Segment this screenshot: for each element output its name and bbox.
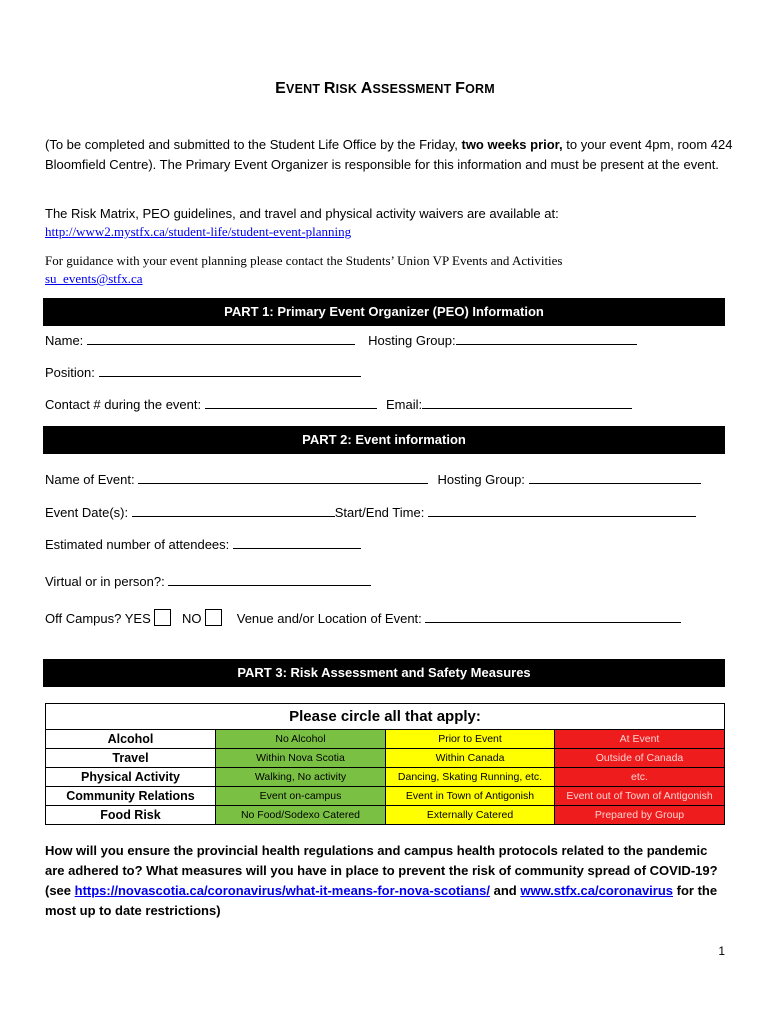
position-label: Position:: [45, 365, 95, 380]
student-event-planning-link[interactable]: http://www2.mystfx.ca/student-life/student-event-planning: [45, 224, 352, 239]
email-field[interactable]: [422, 395, 632, 409]
medium-risk-cell[interactable]: Within Canada: [386, 749, 555, 768]
off-campus-yes-checkbox[interactable]: [154, 609, 171, 626]
intro-instructions: (To be completed and submitted to the Student Life Office by the Friday, two weeks prior, to your event 4pm, room 424 Bloomfield Centre). The Primary Event Organizer is responsible for this information and must be present at the event.: [45, 137, 733, 172]
novascotia-coronavirus-link[interactable]: https://novascotia.ca/coronavirus/what-it-means-for-nova-scotians/: [74, 883, 490, 898]
risk-category: Food Risk: [46, 806, 216, 825]
virtual-row: [45, 572, 371, 591]
medium-risk-cell[interactable]: Event in Town of Antigonish: [386, 787, 555, 806]
guidance-text: For guidance with your event planning please contact the Students’ Union VP Events and Activities: [45, 253, 563, 268]
name-label: Name:: [45, 333, 84, 348]
start-end-time-label: Start/End Time:: [334, 505, 425, 520]
su-events-email-link[interactable]: su_events@stfx.ca: [45, 271, 143, 286]
position-field[interactable]: [99, 363, 361, 377]
off-campus-no-checkbox[interactable]: [205, 609, 222, 626]
risk-category: Physical Activity: [46, 768, 216, 787]
table-row: [46, 730, 725, 749]
venue-label: Venue and/or Location of Event:: [236, 611, 422, 626]
off-campus-row: [45, 609, 681, 628]
table-row: [46, 787, 725, 806]
medium-risk-cell[interactable]: Externally Catered: [386, 806, 555, 825]
risk-category: Alcohol: [46, 730, 216, 749]
event-name-field[interactable]: [138, 470, 428, 484]
hosting-group-field[interactable]: [456, 331, 637, 345]
resources-link-row: [45, 222, 735, 242]
high-risk-cell[interactable]: At Event: [555, 730, 725, 749]
event-hosting-group-label: Hosting Group:: [437, 472, 525, 487]
off-campus-label: Off Campus? YES: [45, 611, 151, 626]
low-risk-cell[interactable]: Walking, No activity: [216, 768, 386, 787]
off-campus-no-label: NO: [182, 611, 202, 626]
event-dates-label: Event Date(s):: [45, 505, 129, 520]
high-risk-cell[interactable]: etc.: [555, 768, 725, 787]
event-dates-field[interactable]: [132, 503, 335, 517]
name-field[interactable]: [87, 331, 355, 345]
hosting-group-label: Hosting Group:: [368, 333, 456, 348]
guidance-email-row: [45, 269, 735, 289]
high-risk-cell[interactable]: Outside of Canada: [555, 749, 725, 768]
low-risk-cell[interactable]: Event on-campus: [216, 787, 386, 806]
contact-label: Contact # during the event:: [45, 397, 202, 412]
covid-measures-question: How will you ensure the provincial health regulations and campus health protocols related to the pandemic are adhered to? What measures will you have in place to prevent the risk of community spread of COVID-19? (see https://novascotia.ca/coronavirus/what-it-means-for-nova-scotians/ and www.stfx.ca/coronavirus for the most up to date restrictions): [45, 843, 718, 918]
page-number: 1: [718, 944, 725, 958]
contact-field[interactable]: [205, 395, 377, 409]
high-risk-cell[interactable]: Event out of Town of Antigonish: [555, 787, 725, 806]
low-risk-cell[interactable]: No Food/Sodexo Catered: [216, 806, 386, 825]
attendees-label: Estimated number of attendees:: [45, 537, 230, 552]
event-hosting-group-field[interactable]: [529, 470, 701, 484]
form-title: EVENT RISK ASSESSMENT FORM: [275, 80, 495, 97]
low-risk-cell[interactable]: No Alcohol: [216, 730, 386, 749]
risk-matrix-title: Please circle all that apply:: [46, 704, 725, 730]
high-risk-cell[interactable]: Prepared by Group: [555, 806, 725, 825]
risk-category: Community Relations: [46, 787, 216, 806]
low-risk-cell[interactable]: Within Nova Scotia: [216, 749, 386, 768]
part3-header: PART 3: Risk Assessment and Safety Measures: [43, 659, 725, 687]
event-name-row: [45, 470, 701, 489]
resources-text: The Risk Matrix, PEO guidelines, and travel and physical activity waivers are available at:: [45, 206, 559, 221]
event-dates-row: [45, 503, 696, 522]
medium-risk-cell[interactable]: Prior to Event: [386, 730, 555, 749]
table-row: [46, 749, 725, 768]
venue-field[interactable]: [425, 609, 681, 623]
peo-position-row: [45, 363, 361, 382]
email-label: Email:: [385, 397, 423, 412]
part1-header: PART 1: Primary Event Organizer (PEO) Information: [43, 298, 725, 326]
risk-category: Travel: [46, 749, 216, 768]
risk-matrix-table: [45, 703, 725, 825]
start-end-time-field[interactable]: [428, 503, 696, 517]
virtual-label: Virtual or in person?:: [45, 574, 165, 589]
virtual-field[interactable]: [168, 572, 371, 586]
peo-name-row: [45, 331, 637, 350]
table-row: [46, 768, 725, 787]
event-name-label: Name of Event:: [45, 472, 135, 487]
part2-header: PART 2: Event information: [43, 426, 725, 454]
attendees-field[interactable]: [233, 535, 361, 549]
attendees-row: [45, 535, 361, 554]
peo-contact-row: [45, 395, 632, 414]
table-row: [46, 806, 725, 825]
medium-risk-cell[interactable]: Dancing, Skating Running, etc.: [386, 768, 555, 787]
stfx-coronavirus-link[interactable]: www.stfx.ca/coronavirus: [520, 883, 674, 898]
